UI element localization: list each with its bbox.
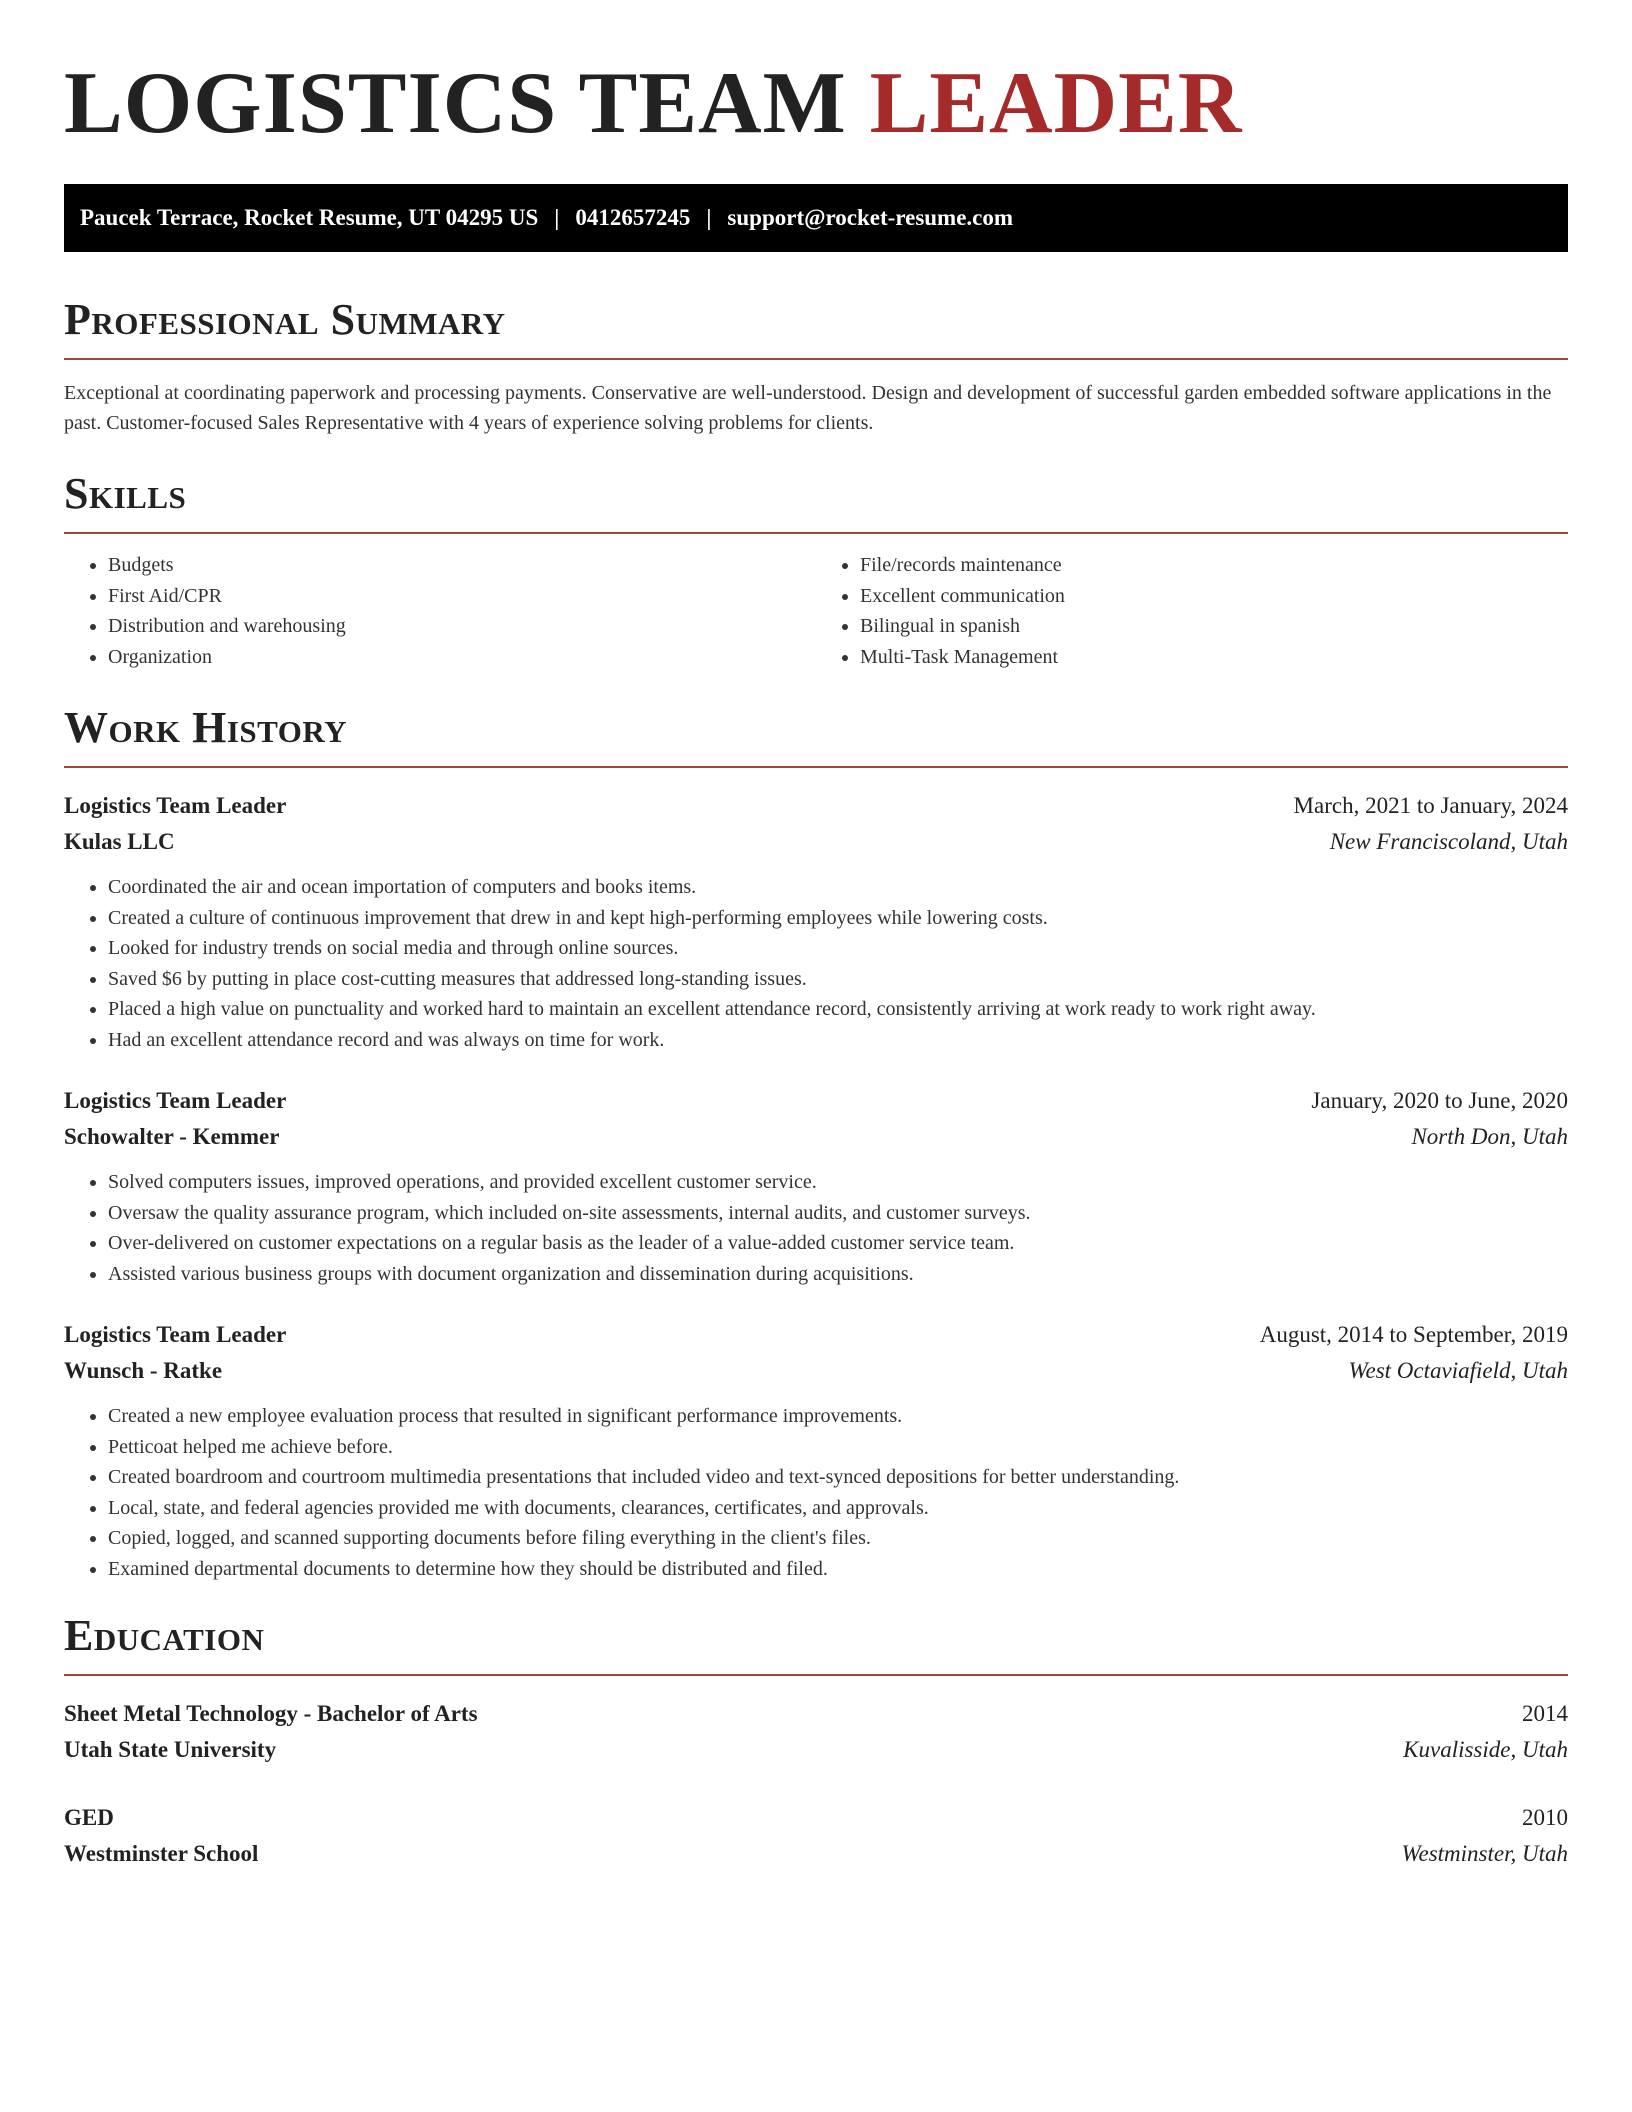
name-first: LOGISTICS TEAM <box>64 55 847 152</box>
contact-email: support@rocket-resume.com <box>727 205 1014 230</box>
education-school-row <box>64 1732 1568 1768</box>
contact-separator: | <box>554 205 560 230</box>
job-entry <box>64 1083 1568 1289</box>
job-company: Kulas LLC <box>64 829 175 854</box>
job-bullet: • Assisted various business groups with document organization and dissemination during acquisitions. <box>108 1259 1568 1290</box>
contact-bar <box>64 184 1568 252</box>
education-school: Westminster School <box>64 1841 259 1866</box>
education-year: 2014 <box>1522 1701 1568 1726</box>
skills-columns <box>64 550 1568 672</box>
job-company-row <box>64 824 1568 860</box>
work-heading: Work History <box>64 703 348 752</box>
skill-item: • Organization <box>108 642 816 673</box>
education-school-row <box>64 1836 1568 1872</box>
job-bullet: • Created boardroom and courtroom multimedia presentations that included video and text-synced depositions for better understanding. <box>108 1462 1568 1493</box>
job-bullet: • Coordinated the air and ocean importation of computers and books items. <box>108 872 1568 903</box>
job-header-row <box>64 1317 1568 1353</box>
job-location: New Franciscoland, Utah <box>1329 829 1568 854</box>
job-bullet: • Had an excellent attendance record and was always on time for work. <box>108 1025 1568 1056</box>
job-bullet: • Created a culture of continuous improvement that drew in and kept high-performing employees while lowering costs. <box>108 903 1568 934</box>
job-bullet: • Local, state, and federal agencies provided me with documents, clearances, certificates, and approvals. <box>108 1493 1568 1524</box>
job-title: Logistics Team Leader <box>64 1088 287 1113</box>
education-section <box>64 1610 1568 1872</box>
job-title: Logistics Team Leader <box>64 1322 287 1347</box>
job-bullet: • Saved $6 by putting in place cost-cutting measures that addressed long-standing issues. <box>108 964 1568 995</box>
skill-item: • Multi-Task Management <box>860 642 1568 673</box>
summary-text: Exceptional at coordinating paperwork and processing payments. Conservative are well-understood. Design and development of successful garden embedded software applications in the past. Customer-focused Sales Representative with 4 years of experience solving problems for clients. <box>64 382 1552 434</box>
contact-address: Paucek Terrace, Rocket Resume, UT 04295 US <box>80 205 539 230</box>
education-location: Westminster, Utah <box>1401 1841 1568 1866</box>
job-dates: January, 2020 to June, 2020 <box>1311 1088 1568 1113</box>
education-degree-row <box>64 1800 1568 1836</box>
job-title: Logistics Team Leader <box>64 793 287 818</box>
job-bullet: • Over-delivered on customer expectations on a regular basis as the leader of a value-added customer service team. <box>108 1228 1568 1259</box>
job-bullet: • Looked for industry trends on social media and through online sources. <box>108 933 1568 964</box>
education-entry <box>64 1800 1568 1872</box>
skill-item: • Bilingual in spanish <box>860 611 1568 642</box>
job-bullet: • Oversaw the quality assurance program, which included on-site assessments, internal audits, and customer surveys. <box>108 1198 1568 1229</box>
summary-section <box>64 294 1568 438</box>
skills-section <box>64 468 1568 672</box>
education-heading: Education <box>64 1611 265 1660</box>
job-bullet: • Placed a high value on punctuality and worked hard to maintain an excellent attendance record, consistently arriving at work ready to work right away. <box>108 994 1568 1025</box>
job-bullet: • Copied, logged, and scanned supporting documents before filing everything in the client's files. <box>108 1523 1568 1554</box>
job-location: North Don, Utah <box>1411 1124 1568 1149</box>
contact-phone: 0412657245 <box>575 205 691 230</box>
section-divider <box>64 1674 1568 1676</box>
skill-item: • First Aid/CPR <box>108 581 816 612</box>
section-divider <box>64 766 1568 768</box>
summary-heading: Professional Summary <box>64 295 506 344</box>
skill-item: • File/records maintenance <box>860 550 1568 581</box>
skills-list-right <box>816 550 1568 672</box>
skills-list-left <box>64 550 816 672</box>
job-header-row <box>64 1083 1568 1119</box>
job-bullets <box>64 1401 1568 1584</box>
job-dates: August, 2014 to September, 2019 <box>1259 1322 1568 1347</box>
job-company: Schowalter - Kemmer <box>64 1124 280 1149</box>
job-location: West Octaviafield, Utah <box>1348 1358 1568 1383</box>
job-company: Wunsch - Ratke <box>64 1358 223 1383</box>
name-last: LEADER <box>869 55 1243 152</box>
job-company-row <box>64 1353 1568 1389</box>
skill-item: • Budgets <box>108 550 816 581</box>
skill-item: • Excellent communication <box>860 581 1568 612</box>
education-year: 2010 <box>1522 1805 1568 1830</box>
job-entry <box>64 788 1568 1055</box>
job-entry <box>64 1317 1568 1584</box>
education-location: Kuvalisside, Utah <box>1403 1737 1568 1762</box>
job-dates: March, 2021 to January, 2024 <box>1293 793 1568 818</box>
contact-separator: | <box>706 205 712 230</box>
job-bullet: • Created a new employee evaluation process that resulted in significant performance improvements. <box>108 1401 1568 1432</box>
education-school: Utah State University <box>64 1737 277 1762</box>
job-company-row <box>64 1119 1568 1155</box>
skill-item: • Distribution and warehousing <box>108 611 816 642</box>
skills-heading: Skills <box>64 469 187 518</box>
section-divider <box>64 532 1568 534</box>
job-bullets <box>64 1167 1568 1289</box>
education-degree: Sheet Metal Technology - Bachelor of Arts <box>64 1701 478 1726</box>
education-degree: GED <box>64 1805 114 1830</box>
work-section <box>64 702 1568 1584</box>
job-bullet: • Petticoat helped me achieve before. <box>108 1432 1568 1463</box>
education-degree-row <box>64 1696 1568 1732</box>
section-divider <box>64 358 1568 360</box>
job-bullet: • Solved computers issues, improved operations, and provided excellent customer service. <box>108 1167 1568 1198</box>
job-bullet: • Examined departmental documents to determine how they should be distributed and filed. <box>108 1554 1568 1585</box>
resume-name <box>64 54 1568 154</box>
job-header-row <box>64 788 1568 824</box>
education-entry <box>64 1696 1568 1768</box>
job-bullets <box>64 872 1568 1055</box>
